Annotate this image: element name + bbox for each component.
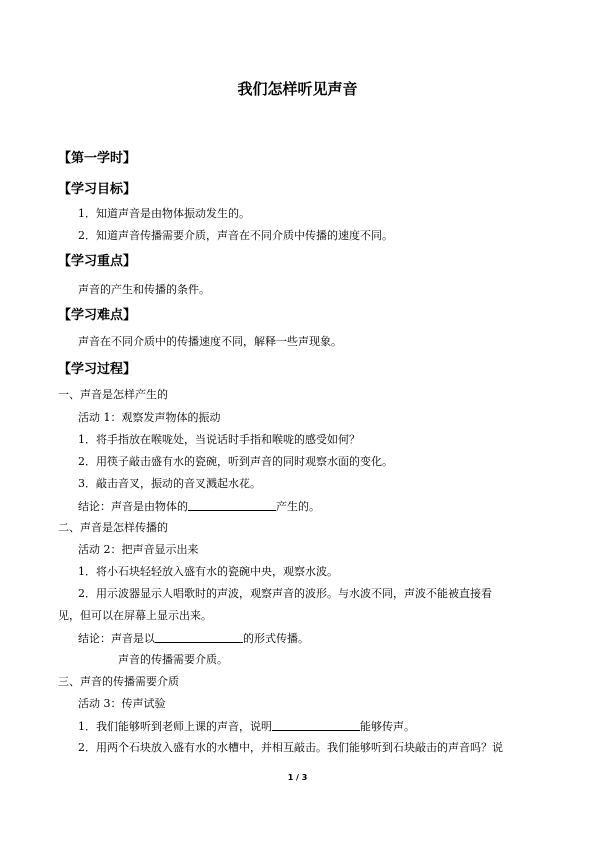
heading-key-point: 【学习重点】: [58, 254, 137, 269]
sec2-conclusion-prefix: 结论：声音是以: [78, 632, 155, 645]
sec2-conclusion-suffix: 的形式传播。: [243, 632, 309, 645]
sec1-conclusion-suffix: 产生的。: [276, 500, 320, 513]
section-1-title: 一、声音是怎样产生的: [58, 388, 168, 401]
activity-1: 活动 1：观察发声物体的振动: [78, 411, 221, 424]
activity-2: 活动 2：把声音显示出来: [78, 543, 199, 556]
sec2-item-2-line-1: 2．用示波器显示人唱歌时的声波，观察声音的波形。与水波不同，声波不能被直接看: [78, 587, 492, 600]
sec1-conclusion: [78, 499, 320, 514]
sec1-item-2: 2．用筷子敲击盛有水的瓷碗，听到声音的同时观察水面的变化。: [78, 455, 393, 468]
sec3-item-1-prefix: 1．我们能够听到老师上课的声音，说明: [78, 720, 272, 733]
activity-3: 活动 3：传声试验: [78, 697, 166, 710]
sec3-item-2: 2．用两个石块放入盛有水的水槽中，并相互敲击。我们能够听到石块敲击的声音吗？说: [78, 741, 503, 754]
heading-first-lesson: 【第一学时】: [58, 151, 137, 166]
heading-difficulty: 【学习难点】: [58, 308, 137, 323]
section-3-title: 三、声音的传播需要介质: [58, 675, 179, 688]
objective-2: 2．知道声音传播需要介质，声音在不同介质中传播的速度不同。: [78, 229, 393, 242]
heading-objectives: 【学习目标】: [58, 182, 137, 197]
fill-in-blank[interactable]: [188, 499, 276, 511]
key-point-text: 声音的产生和传播的条件。: [78, 283, 210, 296]
difficulty-text: 声音在不同介质中的传播速度不同，解释一些声现象。: [78, 335, 342, 348]
sec3-item-1: [78, 719, 415, 734]
sec2-item-1: 1．将小石块轻轻放入盛有水的瓷碗中央，观察水波。: [78, 565, 338, 578]
objective-1: 1．知道声音是由物体振动发生的。: [78, 207, 250, 220]
fill-in-blank[interactable]: [155, 631, 243, 643]
sec3-item-1-suffix: 能够传声。: [360, 720, 415, 733]
section-2-title: 二、声音是怎样传播的: [58, 521, 168, 534]
fill-in-blank[interactable]: [272, 719, 360, 731]
sec1-item-3: 3．敲击音叉，振动的音叉溅起水花。: [78, 477, 261, 490]
sec2-conclusion: [78, 631, 309, 646]
sec1-conclusion-prefix: 结论：声音是由物体的: [78, 500, 188, 513]
heading-process: 【学习过程】: [58, 362, 137, 377]
sec2-conclusion-2: 声音的传播需要介质。: [118, 653, 228, 666]
document-title: 我们怎样听见声音: [237, 80, 358, 98]
sec2-item-2-line-2: 见，但可以在屏幕上显示出来。: [58, 609, 212, 622]
sec1-item-1: 1．将手指放在喉咙处，当说话时手指和喉咙的感受如何？: [78, 433, 360, 446]
page-number: 1 / 3: [287, 773, 308, 782]
